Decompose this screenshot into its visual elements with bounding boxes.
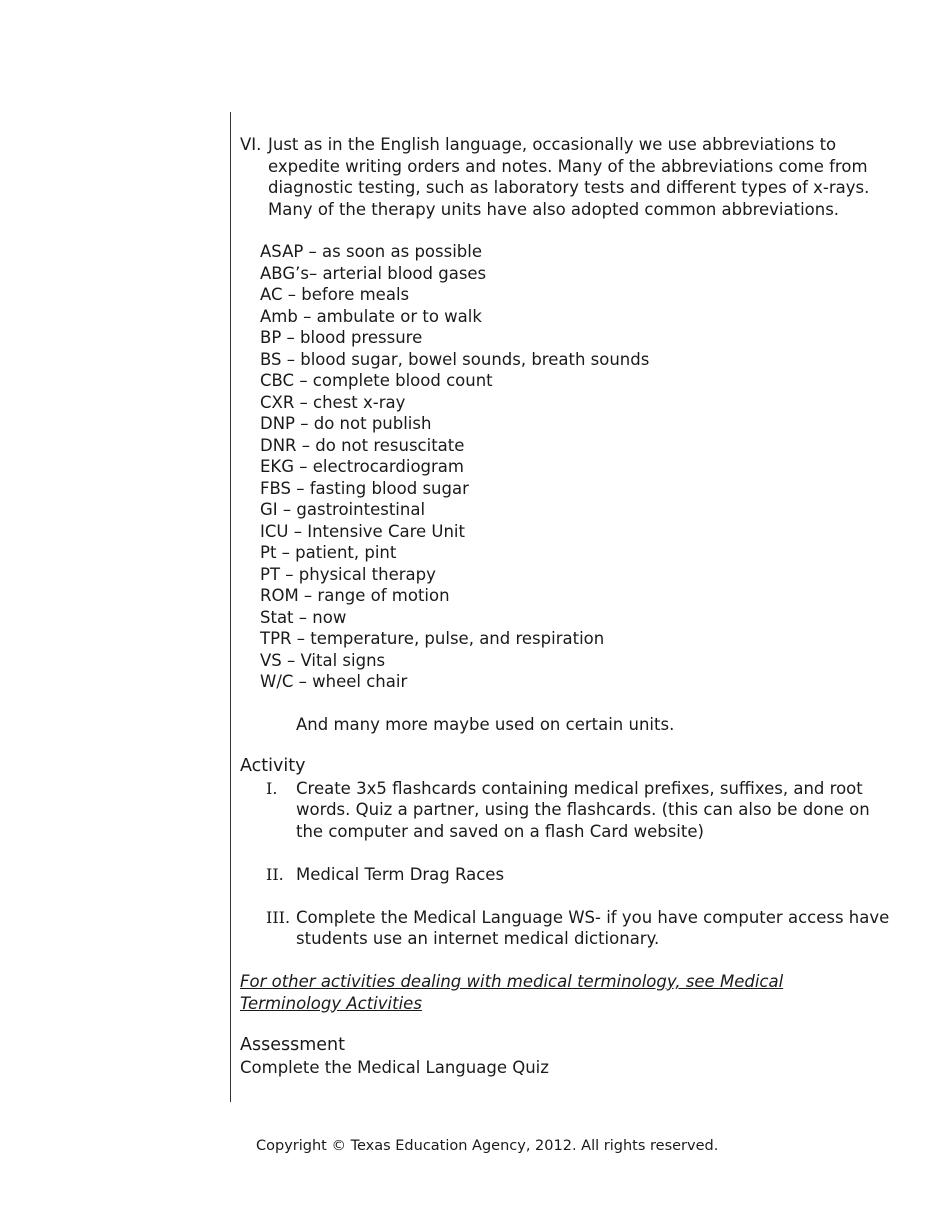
list-item: PT – physical therapy [260, 564, 436, 584]
more-abbreviations-note: And many more maybe used on certain units. [296, 714, 675, 734]
list-item: ROM – range of motion [260, 586, 450, 605]
activity-text: Medical Term Drag Races [296, 864, 505, 884]
list-item: BP – blood pressure [260, 328, 423, 347]
assessment-text: Complete the Medical Language Quiz [240, 1057, 549, 1077]
activity-text: Create 3x5 flashcards containing medical prefixes, suffixes, and root words. Quiz a partner, using the flashcards. (this can also be done on the computer and saved on a flash Card website) [296, 778, 870, 841]
activity-numeral: I. [266, 778, 278, 798]
list-item: GI – gastrointestinal [260, 500, 426, 519]
list-item: BS – blood sugar, bowel sounds, breath sounds [260, 349, 650, 369]
activity-numeral: II. [266, 864, 284, 884]
list-item: ICU – Intensive Care Unit [260, 521, 465, 541]
activity-item [240, 778, 890, 843]
list-item: W/C – wheel chair [260, 672, 408, 691]
list-item: ABG’s– arterial blood gases [260, 263, 487, 283]
activity-text: Complete the Medical Language WS- if you have computer access have students use an internet medical dictionary. [296, 907, 890, 948]
abbreviation-list [260, 241, 890, 693]
activity-list [240, 778, 890, 950]
section-vi [240, 134, 890, 220]
list-item: DNR – do not resuscitate [260, 435, 465, 455]
activity-numeral: III. [266, 907, 291, 927]
list-item: Pt – patient, pint [260, 543, 397, 562]
section-numeral: VI. [240, 135, 262, 154]
list-item: Amb – ambulate or to walk [260, 306, 482, 326]
copyright-footer: Copyright © Texas Education Agency, 2012. All rights reserved. [256, 1138, 719, 1154]
list-item: AC – before meals [260, 285, 410, 304]
list-item: EKG – electrocardiogram [260, 457, 464, 476]
document-body [240, 134, 890, 1078]
section-intro: Just as in the English language, occasionally we use abbreviations to expedite writing orders and notes. Many of the abbreviations come from diagnostic testing, such as laboratory tests and different types of x-rays. Many of the therapy units have also adopted common abbreviations. [268, 135, 870, 219]
list-item: VS – Vital signs [260, 650, 386, 670]
other-activities-link[interactable]: For other activities dealing with medical terminology, see Medical Terminology Activities [240, 972, 784, 1013]
list-item: FBS – fasting blood sugar [260, 478, 469, 498]
activity-item [240, 864, 890, 886]
list-item: ASAP – as soon as possible [260, 242, 482, 261]
activity-heading: Activity [240, 756, 306, 776]
list-item: CXR – chest x-ray [260, 392, 406, 412]
activity-item [240, 907, 890, 950]
assessment-heading: Assessment [240, 1035, 345, 1055]
list-item: Stat – now [260, 607, 347, 627]
list-item: TPR – temperature, pulse, and respiration [260, 629, 605, 648]
list-item: CBC – complete blood count [260, 371, 493, 390]
margin-rule [230, 112, 231, 1102]
list-item: DNP – do not publish [260, 414, 432, 433]
